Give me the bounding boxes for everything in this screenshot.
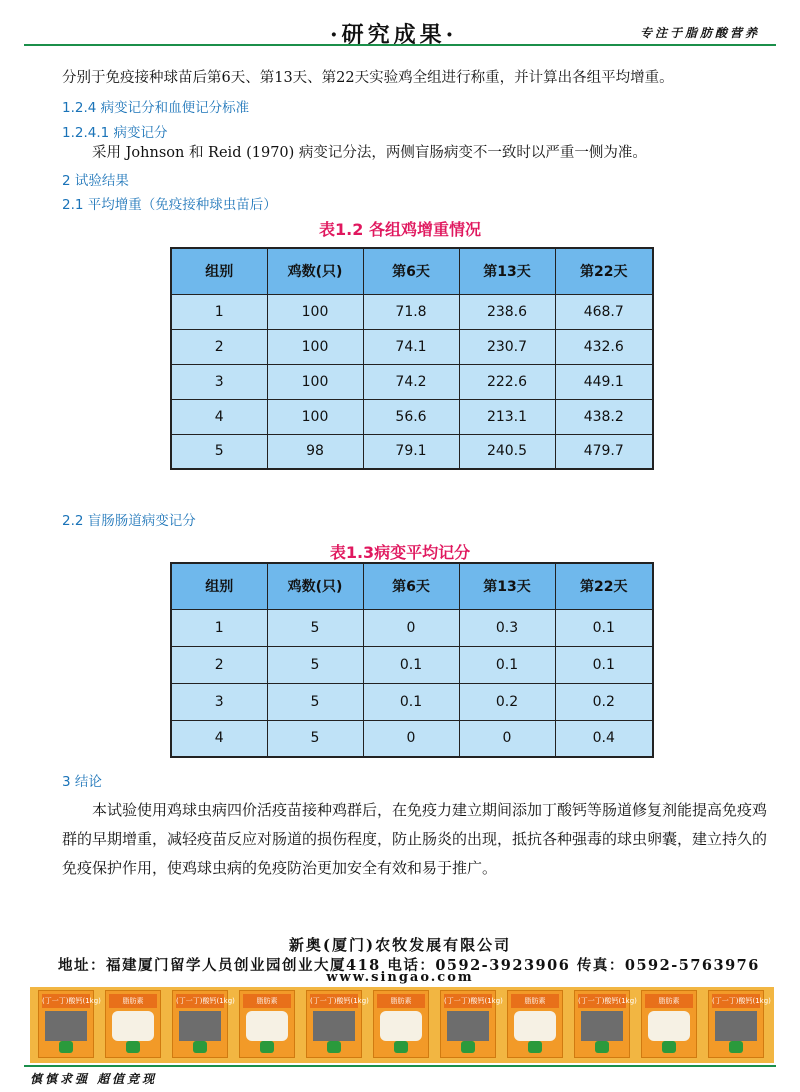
table-row: [171, 329, 653, 364]
product-package-image: [105, 990, 161, 1058]
table-header-row: [171, 248, 653, 294]
table-header-row: [171, 563, 653, 609]
table-row: [171, 434, 653, 469]
product-photo: [246, 1011, 288, 1041]
column-header: 组别: [171, 563, 267, 609]
table-cell: 56.6: [363, 399, 459, 434]
table-cell: 100: [267, 399, 363, 434]
table-cell: 100: [267, 364, 363, 399]
product-photo: [380, 1011, 422, 1041]
table2-caption: 表1.3病变平均记分: [329, 543, 471, 562]
table-cell: 0.2: [555, 683, 653, 720]
brand-logo-icon: [461, 1041, 475, 1053]
header-slogan: 专注于脂肪酸营养: [639, 26, 760, 40]
section-1-2-4-1-heading: 1.2.4.1 病变记分: [62, 125, 168, 141]
table-cell: 1: [171, 294, 267, 329]
column-header: 组别: [171, 248, 267, 294]
column-header: 第13天: [459, 563, 555, 609]
brand-logo-icon: [662, 1041, 676, 1053]
column-header: 第22天: [555, 248, 653, 294]
table-row: [171, 720, 653, 757]
table-cell: 5: [267, 609, 363, 646]
table-cell: 74.1: [363, 329, 459, 364]
product-package-image: [38, 990, 101, 1058]
table-cell: 5: [267, 646, 363, 683]
product-photo: [581, 1011, 623, 1041]
product-package-image: [641, 990, 697, 1058]
footer-motto: 慎慎求强 超值竞现: [30, 1072, 158, 1086]
table-cell: 438.2: [555, 399, 653, 434]
table-cell: 213.1: [459, 399, 555, 434]
table-cell: 100: [267, 329, 363, 364]
brand-logo-icon: [595, 1041, 609, 1053]
company-website: www.singao.com: [326, 970, 474, 985]
product-photo: [313, 1011, 355, 1041]
table-cell: 74.2: [363, 364, 459, 399]
company-name: 新奥(厦门)农牧发展有限公司: [288, 936, 512, 954]
table-cell: 3: [171, 364, 267, 399]
table-cell: 230.7: [459, 329, 555, 364]
table-cell: 0: [363, 609, 459, 646]
product-package-image: [306, 990, 369, 1058]
table-cell: 0.1: [555, 646, 653, 683]
company-address: 地址：福建厦门留学人员创业园创业大厦418 电话：0592-3923906 传真：0592-5763976: [58, 957, 760, 974]
intro-paragraph: 分别于免疫接种球苗后第6天、第13天、第22天实验鸡全组进行称重，并计算出各组平均增重。: [62, 70, 674, 86]
section-2-1-heading: 2.1 平均增重（免疫接种球虫苗后）: [62, 197, 277, 213]
brand-logo-icon: [59, 1041, 73, 1053]
table-row: [171, 294, 653, 329]
column-header: 鸡数(只): [267, 248, 363, 294]
column-header: 第22天: [555, 563, 653, 609]
lesion-scoring-paragraph: 采用 Johnson 和 Reid (1970) 病变记分法，两侧盲肠病变不一致时以严重一侧为准。: [92, 145, 647, 161]
table-cell: 3: [171, 683, 267, 720]
product-label: (丁一丁)酸钙(1kg): [712, 994, 760, 1008]
section-3-heading: 3 结论: [62, 774, 102, 790]
table-cell: 1: [171, 609, 267, 646]
column-header: 第6天: [363, 248, 459, 294]
brand-logo-icon: [394, 1041, 408, 1053]
product-label: 脂肪素: [109, 994, 157, 1008]
product-photo: [648, 1011, 690, 1041]
table-cell: 0.1: [555, 609, 653, 646]
column-header: 鸡数(只): [267, 563, 363, 609]
product-package-image: [172, 990, 235, 1058]
product-photo: [715, 1011, 757, 1041]
table-cell: 0.3: [459, 609, 555, 646]
brand-logo-icon: [528, 1041, 542, 1053]
lesion-score-table: [170, 562, 654, 758]
table-row: [171, 609, 653, 646]
table-row: [171, 364, 653, 399]
table-cell: 0.1: [363, 683, 459, 720]
table-cell: 0.1: [459, 646, 555, 683]
table-cell: 240.5: [459, 434, 555, 469]
table1-caption: 表1.2 各组鸡增重情况: [319, 220, 481, 239]
section-2-heading: 2 试验结果: [62, 173, 129, 189]
product-label: (丁一丁)酸钙(1kg): [578, 994, 626, 1008]
product-package-image: [574, 990, 637, 1058]
table-row: [171, 646, 653, 683]
table-cell: 5: [267, 683, 363, 720]
product-package-image: [440, 990, 503, 1058]
product-label: (丁一丁)酸钙(1kg): [42, 994, 90, 1008]
table-cell: 0: [363, 720, 459, 757]
table-cell: 2: [171, 329, 267, 364]
section-1-2-4-heading: 1.2.4 病变记分和血便记分标准: [62, 100, 250, 116]
table-cell: 2: [171, 646, 267, 683]
table-cell: 449.1: [555, 364, 653, 399]
table-cell: 432.6: [555, 329, 653, 364]
table-cell: 0.1: [363, 646, 459, 683]
product-package-image: [708, 990, 771, 1058]
header-title: ·研究成果·: [330, 22, 458, 48]
table-cell: 4: [171, 399, 267, 434]
product-label: 脂肪素: [645, 994, 693, 1008]
product-photo: [179, 1011, 221, 1041]
table-cell: 5: [171, 434, 267, 469]
footer-divider: [24, 1065, 776, 1067]
product-banner: [30, 987, 774, 1063]
product-label: 脂肪素: [377, 994, 425, 1008]
product-label: (丁一丁)酸钙(1kg): [310, 994, 358, 1008]
brand-logo-icon: [260, 1041, 274, 1053]
table-cell: 98: [267, 434, 363, 469]
table-cell: 0: [459, 720, 555, 757]
table-row: [171, 683, 653, 720]
product-label: 脂肪素: [511, 994, 559, 1008]
weight-gain-table: [170, 247, 654, 470]
product-photo: [45, 1011, 87, 1041]
product-photo: [514, 1011, 556, 1041]
product-label: (丁一丁)酸钙(1kg): [176, 994, 224, 1008]
product-photo: [112, 1011, 154, 1041]
product-label: 脂肪素: [243, 994, 291, 1008]
section-2-2-heading: 2.2 盲肠肠道病变记分: [62, 513, 196, 529]
table-cell: 0.4: [555, 720, 653, 757]
header-divider: [24, 44, 776, 46]
table-row: [171, 399, 653, 434]
table-cell: 222.6: [459, 364, 555, 399]
column-header: 第13天: [459, 248, 555, 294]
column-header: 第6天: [363, 563, 459, 609]
table-cell: 100: [267, 294, 363, 329]
table-cell: 71.8: [363, 294, 459, 329]
brand-logo-icon: [327, 1041, 341, 1053]
product-label: (丁一丁)酸钙(1kg): [444, 994, 492, 1008]
product-photo: [447, 1011, 489, 1041]
table-cell: 4: [171, 720, 267, 757]
brand-logo-icon: [126, 1041, 140, 1053]
table-cell: 5: [267, 720, 363, 757]
product-package-image: [373, 990, 429, 1058]
table-cell: 479.7: [555, 434, 653, 469]
table-cell: 79.1: [363, 434, 459, 469]
conclusion-paragraph: 本试验使用鸡球虫病四价活疫苗接种鸡群后，在免疫力建立期间添加丁酸钙等肠道修复剂能提高免疫鸡群的早期增重，减轻疫苗反应对肠道的损伤程度，防止肠炎的出现，抵抗各种强毒的球虫卵囊，建立持久的免疫保护作用，使鸡球虫病的免疫防治更加安全有效和易于推广。: [62, 801, 768, 877]
table-cell: 238.6: [459, 294, 555, 329]
table-cell: 468.7: [555, 294, 653, 329]
product-package-image: [239, 990, 295, 1058]
brand-logo-icon: [193, 1041, 207, 1053]
table-cell: 0.2: [459, 683, 555, 720]
brand-logo-icon: [729, 1041, 743, 1053]
product-package-image: [507, 990, 563, 1058]
